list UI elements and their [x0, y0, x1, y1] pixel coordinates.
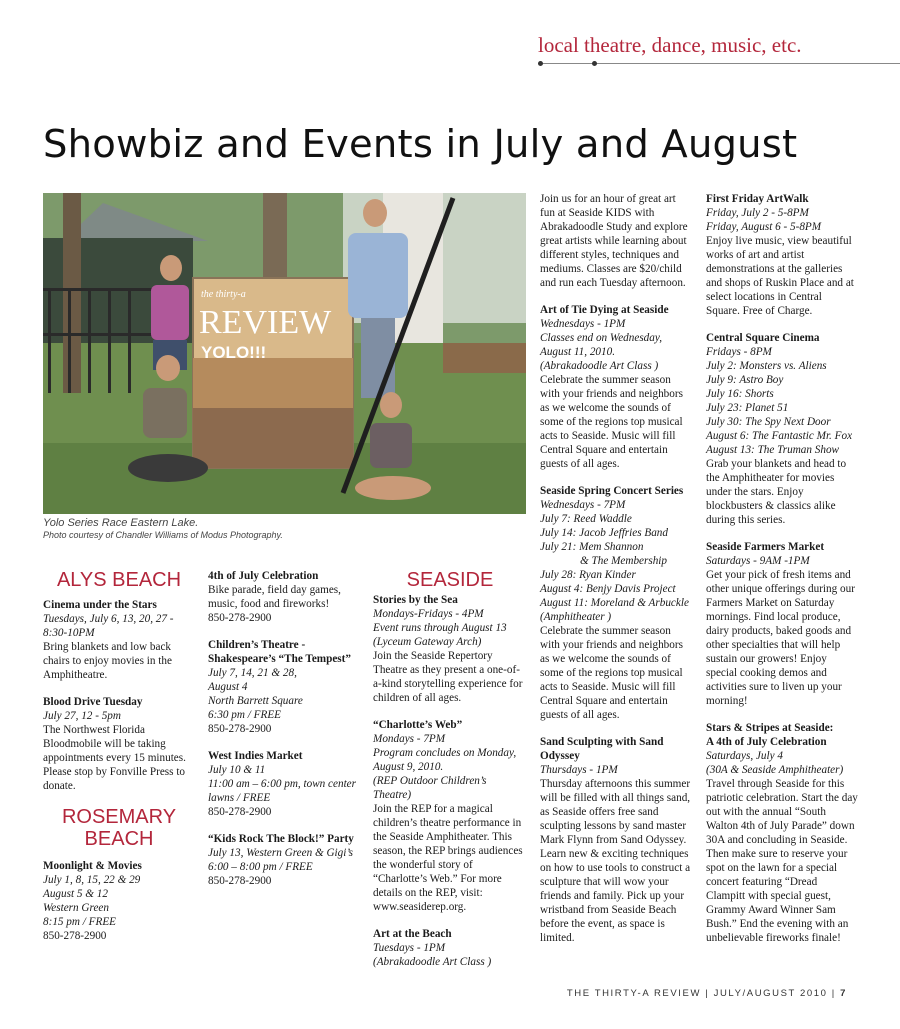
event-date: August 4 — [208, 681, 248, 693]
event-date: Friday, August 6 - 5-8PM — [706, 221, 822, 233]
event-first-friday — [706, 192, 858, 318]
event-description: Thursday afternoons this summer will be filled with all things sand, as Seaside offers free sand sculpting lessons by sand master Mark Flynn from Sand Odyssey. Learn new & exciting techniques on how to use tools to construct a sculpture that will wow your friends and family. Pick up your wristband from Seaside Beach before the event, as space is limited. — [540, 778, 691, 944]
event-title: 4th of July Celebration — [208, 570, 319, 582]
event-time: Mondays - 7PM — [373, 733, 446, 745]
event-phone: 850-278-2900 — [43, 930, 107, 942]
event-stories-by-sea — [373, 593, 527, 705]
event-description: Celebrate the summer season with your friends and neighbors as we welcome the sounds of some of the regions top musical acts to Seaside. Music will fill Central Square and entertain guests of all ages. — [540, 374, 683, 470]
event-tie-dying — [540, 303, 692, 471]
section-heading-rosemary-beach — [43, 806, 195, 850]
page-headline: Showbiz and Events in July and August — [43, 122, 798, 167]
event-central-square-cinema — [706, 331, 858, 527]
event-description: Celebrate the summer season with your friends and neighbors as we welcome the sounds of some of the regions top musical acts to Seaside. Music will fill Central Square and entertain guests of all ages. — [540, 625, 683, 721]
event-lineup: July 23: Planet 51 — [706, 402, 789, 414]
event-title: Sand Sculpting with Sand Odyssey — [540, 736, 664, 762]
event-description: Travel through Seaside for this patriotic celebration. Start the day out with the annual “South Walton 4th of July Parade” down 30A and concluding in Seaside. Then make sure to reserve your spot on the lawn for a special concert featuring “Dread Clampitt with special guest, Grammy Award Winner Sam Bush.” End the evening with an unbelievable fireworks finale! — [706, 778, 858, 944]
caption-credit: Photo courtesy of Chandler Williams of Modus Photography. — [43, 530, 283, 540]
event-lineup: August 11: Moreland & Arbuckle — [540, 597, 689, 609]
rule-dot — [538, 61, 543, 66]
event-lineup: August 6: The Fantastic Mr. Fox — [706, 430, 853, 442]
event-date: Saturdays, July 4 — [706, 750, 783, 762]
event-lineup: July 2: Monsters vs. Aliens — [706, 360, 827, 372]
section-heading-seaside: SEASIDE — [406, 569, 494, 591]
event-location: (REP Outdoor Children’s Theatre) — [373, 775, 487, 801]
event-title: Seaside Spring Concert Series — [540, 485, 684, 497]
event-blood-drive — [43, 695, 195, 793]
rosemary-line: ROSEMARY — [61, 806, 177, 828]
event-time: Wednesdays - 7PM — [540, 499, 626, 511]
event-time: 11:00 am – 6:00 pm, town center lawns / FREE — [208, 778, 357, 804]
event-description: Join the Seaside Repertory Theatre as they present a one-of-a-kind storytelling experience for children of all ages. — [373, 650, 523, 704]
event-date: Program concludes on Monday, August 9, 2010. — [373, 747, 517, 773]
poster-small-text: the thirty-a — [201, 289, 246, 300]
poster-subtitle: YOLO!!! — [201, 343, 267, 362]
event-description: Join us for an hour of great art fun at Seaside KIDS with Abrakadoodle Study and explore great artists while learning about different styles, techniques and mediums. Classes are $20/child and run each Tuesday afternoon. — [540, 193, 688, 289]
event-title: Central Square Cinema — [706, 332, 820, 344]
event-title: First Friday ArtWalk — [706, 193, 809, 205]
event-west-indies-market — [208, 749, 364, 819]
event-title: “Charlotte’s Web” — [373, 719, 463, 731]
event-photo — [43, 193, 526, 514]
event-title: Stars & Stripes at Seaside: — [706, 722, 834, 734]
event-time: Saturdays - 9AM -1PM — [706, 555, 810, 567]
event-cinema-under-stars — [43, 598, 195, 682]
column-alys-rosemary — [43, 569, 195, 956]
column-seaside-2 — [540, 192, 692, 958]
event-description: The Northwest Florida Bloodmobile will be taking appointments every 15 minutes. Please stop by Fonville Press to donate. — [43, 724, 186, 792]
event-date: Event runs through August 13 — [373, 622, 507, 634]
column-seaside-1 — [373, 569, 527, 982]
page-footer — [567, 988, 847, 999]
event-art-at-beach — [373, 927, 527, 969]
event-phone: 850-278-2900 — [208, 612, 272, 624]
event-description: Grab your blankets and head to the Amphitheater for movies under the stars. Enjoy blockbusters & classics alike during this series. — [706, 458, 847, 526]
event-abrakadoodle-intro — [540, 192, 692, 290]
event-time: 8:15 pm / FREE — [43, 916, 117, 928]
event-title: A 4th of July Celebration — [706, 736, 827, 748]
event-date: August 5 & 12 — [43, 888, 108, 900]
event-lineup: July 14: Jacob Jeffries Band — [540, 527, 668, 539]
event-time: 6:00 – 8:00 pm / FREE — [208, 861, 313, 873]
event-date: July 1, 8, 15, 22 & 29 — [43, 874, 141, 886]
event-4th-july — [208, 569, 364, 625]
event-title: Blood Drive Tuesday — [43, 696, 143, 708]
event-phone: 850-278-2900 — [208, 723, 272, 735]
kicker-rule — [538, 63, 900, 64]
photo-caption — [43, 517, 528, 541]
event-location: Western Green — [43, 902, 109, 914]
event-time: Wednesdays - 1PM — [540, 318, 626, 330]
event-title: “Kids Rock The Block!” Party — [208, 833, 354, 845]
event-time: 8:30-10PM — [43, 627, 95, 639]
photo-illustration — [43, 193, 526, 514]
event-date: Classes end on Wednesday, August 11, 2010. — [540, 332, 663, 358]
event-location: (Lyceum Gateway Arch) — [373, 636, 482, 648]
event-moonlight-movies — [43, 859, 195, 943]
event-time: 6:30 pm / FREE — [208, 709, 282, 721]
event-phone: 850-278-2900 — [208, 806, 272, 818]
column-rosemary-events — [208, 569, 364, 901]
event-description: Enjoy live music, view beautiful works of art and artist demonstrations at the galleries and shops of Ruskin Place and at select locations in Central Square. Free of Charge. — [706, 235, 854, 317]
event-lineup: July 9: Astro Boy — [706, 374, 784, 386]
event-location: (Amphitheater ) — [540, 611, 612, 623]
event-kids-rock-block — [208, 832, 364, 888]
event-title: Art at the Beach — [373, 928, 452, 940]
event-description: Bring blankets and low back chairs to enjoy movies in the Amphitheatre. — [43, 641, 172, 681]
event-farmers-market — [706, 540, 858, 708]
event-title: Moonlight & Movies — [43, 860, 142, 872]
event-time: Thursdays - 1PM — [540, 764, 618, 776]
event-title: Art of Tie Dying at Seaside — [540, 304, 669, 316]
event-lineup: August 4: Benjy Davis Project — [540, 583, 676, 595]
event-title: Cinema under the Stars — [43, 599, 157, 611]
event-description: Get your pick of fresh items and other unique offerings during our Farmers Market on Saturday mornings. Find local produce, dairy products, baked goods and other specialties that will help sustain our growers! Enjoy special cooking demos and activities sure to liven up your morning! — [706, 569, 855, 707]
event-concert-series — [540, 484, 692, 722]
rule-dot — [592, 61, 597, 66]
column-seaside-3 — [706, 192, 858, 958]
poster-title: REVIEW — [199, 304, 332, 341]
page-number: 7 — [840, 988, 847, 999]
event-lineup: July 16: Shorts — [706, 388, 774, 400]
beach-line: BEACH — [84, 828, 154, 850]
event-date: July 10 & 11 — [208, 764, 266, 776]
event-location: (30A & Seaside Amphitheater) — [706, 764, 844, 776]
event-date: July 7, 14, 21 & 28, — [208, 667, 297, 679]
event-description: Bike parade, field day games, music, food and fireworks! — [208, 584, 341, 610]
event-location: (Abrakadoodle Art Class ) — [540, 360, 659, 372]
event-time: Tuesdays - 1PM — [373, 942, 446, 954]
event-date: Friday, July 2 - 5-8PM — [706, 207, 809, 219]
footer-publication: THE THIRTY-A REVIEW | JULY/AUGUST 2010 | — [566, 988, 836, 999]
event-title: Children’s Theatre - — [208, 639, 306, 651]
event-stars-stripes — [706, 721, 858, 945]
event-lineup: July 21: Mem Shannon — [540, 541, 644, 553]
event-location: North Barrett Square — [208, 695, 303, 707]
event-description: Join the REP for a magical children’s theatre performance in the Seaside Amphitheater. This season, the REP brings audiences the wonderful story of “Charlotte’s Web.” For more details on the REP, visit: www.seasiderep.org. — [373, 803, 523, 913]
event-lineup: & The Membership — [580, 555, 668, 567]
event-lineup: July 28: Ryan Kinder — [540, 569, 636, 581]
event-phone: 850-278-2900 — [208, 875, 272, 887]
event-location: (Abrakadoodle Art Class ) — [373, 956, 492, 968]
event-title: Shakespeare’s “The Tempest” — [208, 653, 351, 665]
event-date: July 27, 12 - 5pm — [43, 710, 121, 722]
event-lineup: August 13: The Truman Show — [706, 444, 840, 456]
event-childrens-theatre — [208, 638, 364, 736]
event-sand-sculpting — [540, 735, 692, 945]
event-time: Mondays-Fridays - 4PM — [373, 608, 484, 620]
event-lineup: July 30: The Spy Next Door — [706, 416, 831, 428]
event-date: July 13, Western Green & Gigi’s — [208, 847, 354, 859]
section-heading-alys-beach: ALYS BEACH — [56, 569, 182, 591]
event-date: Tuesdays, July 6, 13, 20, 27 - — [43, 613, 174, 625]
event-charlottes-web — [373, 718, 527, 914]
section-kicker: local theatre, dance, music, etc. — [538, 33, 802, 57]
event-title: Stories by the Sea — [373, 594, 458, 606]
caption-text: Yolo Series Race Eastern Lake. — [43, 517, 199, 529]
event-title: West Indies Market — [208, 750, 303, 762]
event-lineup: July 7: Reed Waddle — [540, 513, 632, 525]
event-time: Fridays - 8PM — [706, 346, 772, 358]
event-title: Seaside Farmers Market — [706, 541, 825, 553]
